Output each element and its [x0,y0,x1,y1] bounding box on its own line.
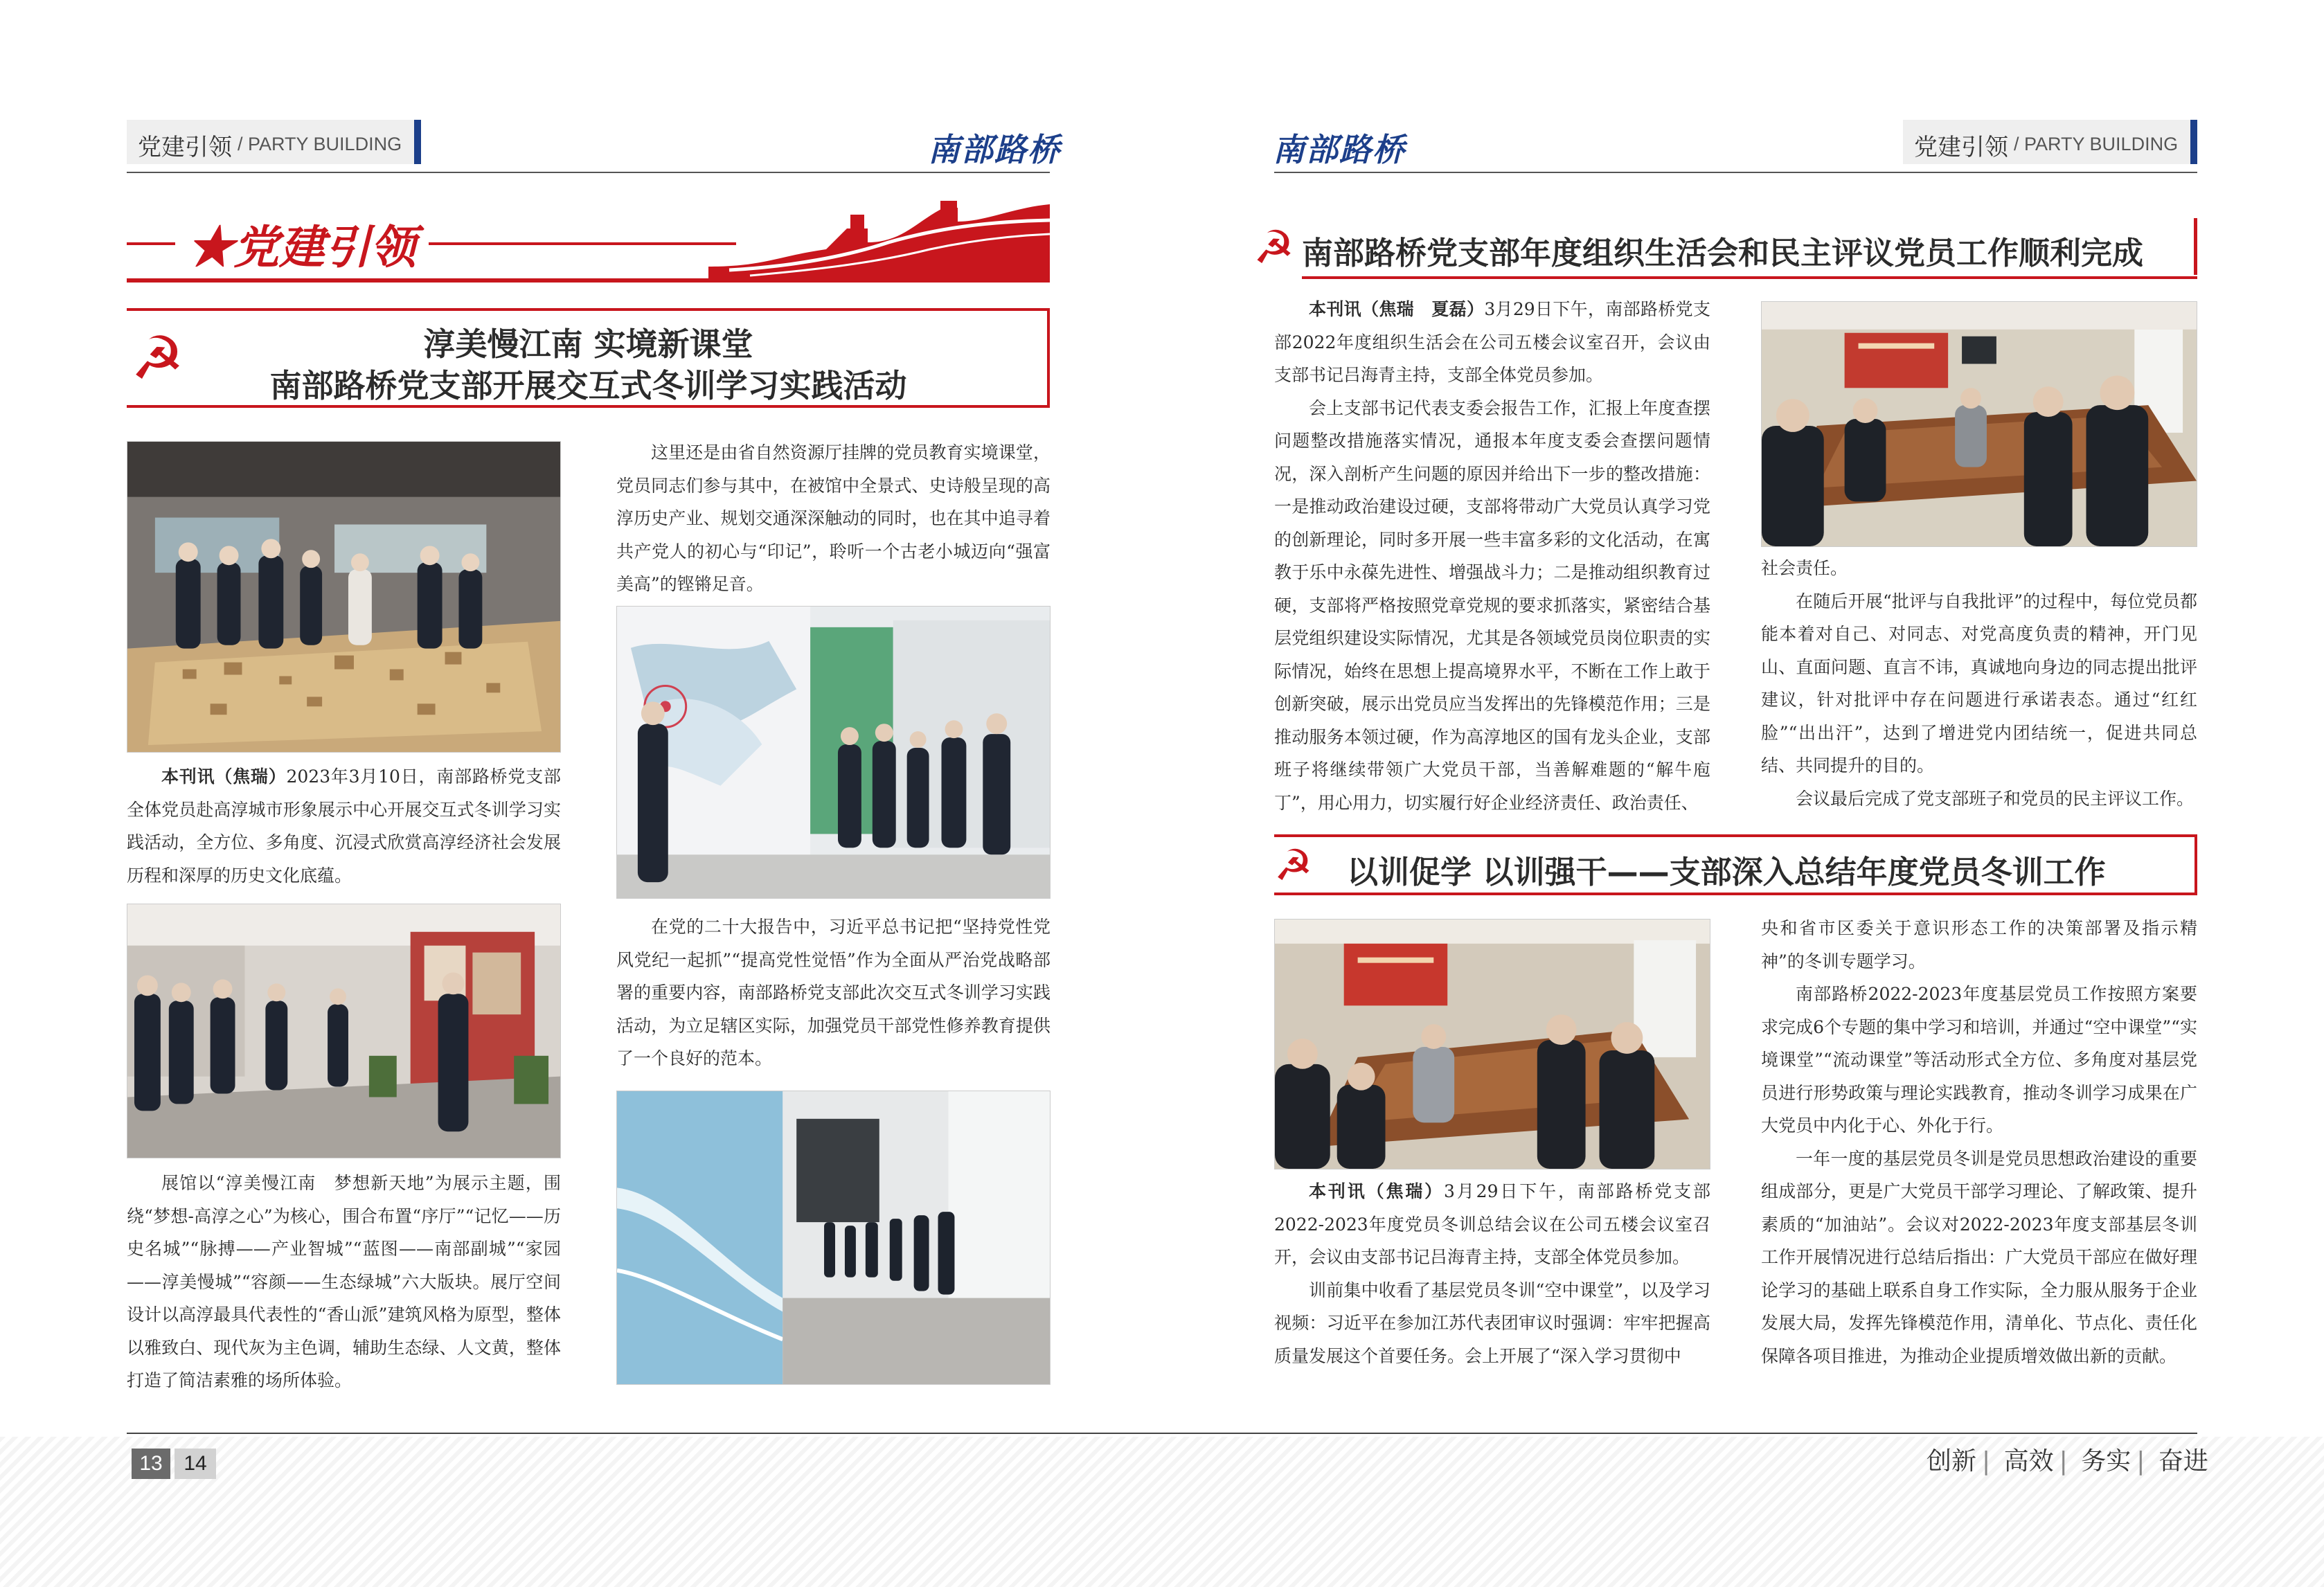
article1-title: 南部路桥党支部年度组织生活会和民主评议党员工作顺利完成 [1302,235,2144,271]
paragraph: 训前集中收看了基层党员冬训“空中课堂”，以及学习视频：习近平在参加江苏代表团审议时强调：牢牢把握高质量发展这个首要任务。会上开展了“深入学习贯彻中 [1274,1280,1710,1366]
heading-underline [1302,276,2197,279]
section-label-cn: 党建引领 [1914,134,2008,161]
heading-frame-right [2195,834,2197,895]
section-tab-right [1903,120,2197,164]
paragraph: 这里还是由省自然资源厅挂牌的党员教育实境课堂，党员同志们参与其中，在被馆中全景式、史诗般呈现的高淳历史产业、规划交通深深触动的同时，也在其中追寻着共产党人的初心与“印记”，聆听一个古老小城迈向“强富美高”的铿锵足音。 [616,442,1051,594]
heading-frame-top [127,308,1050,311]
left-col1-text-a [127,760,561,892]
right-a1-col1-text [1274,293,1710,819]
article2-heading [1274,834,2197,897]
slogan-word: 务实 [2081,1447,2131,1476]
great-wall-icon [708,201,1050,283]
banner-underline [127,278,1050,283]
byline: 本刊讯（焦瑞 夏磊） [1309,299,1485,319]
hammer-sickle-icon: ☭ [1274,840,1313,890]
paragraph-text: 3月29日下午，南部路桥党支部2022-2023年度党员冬训总结会议在公司五楼会议室召开，会议由支部书记吕海青主持，支部全体党员参加。 [1274,1181,1710,1267]
page-number-left: 13 [132,1449,170,1479]
paragraph: 在党的二十大报告中，习近平总书记把“坚持党性党风党纪一起抓”“提高党性觉悟”作为全面从严治党战略部署的重要内容，南部路桥党支部此次交互式冬训学习实践活动，为立足辖区实际，加强党员干部党性修养教育提供了一个良好的范本。 [616,917,1051,1068]
paragraph [127,760,561,892]
right-a2-col2-text [1761,912,2197,1372]
paragraph: 在随后开展“批评与自我批评”的过程中，每位党员都能本着对自己、对同志、对党高度负责的精神，开门见山、直面问题、直言不讳，真诚地向身边的同志提出批评建议，针对批评中存在问题进行承诺表态。通过“红红脸”“出出汗”，达到了增进党内团结统一，促进共同总结、共同提升的目的。 [1761,591,2197,775]
brand-logo-right: 南部路桥 [1273,131,1406,168]
hammer-sickle-icon: ☭ [131,324,185,393]
paragraph: 一年一度的基层党员冬训是党员思想政治建设的重要组成部分，更是广大党员干部学习理论、了解政策、提升素质的“加油站”。会议对2022-2023年度支部基层冬训工作开展情况进行总结后指出：广大党员干部应在做好理论学习的基础上联系自身工作实际，全力服从服务于企业发展大局，发挥先锋模范作用，清单化、节点化、责任化保障各项目推进，为推动企业提质增效做出新的贡献。 [1761,1148,2197,1366]
photo-map-wall [616,606,1051,899]
slogan-word: 高效 [2003,1447,2054,1476]
article2-title: 以训促学 以训强干——支部深入总结年度党员冬训工作 [1347,854,2106,890]
slogan-word: 奋进 [2158,1447,2208,1476]
photo-exhibition-model [127,441,561,753]
section-label-en: / PARTY BUILDING [2014,134,2179,154]
header-rule-left [127,172,1050,173]
paragraph: 会上支部书记代表支委会报告工作，汇报上年度查摆问题整改措施落实情况，通报本年度支委会查摆问题情况，深入剖析产生问题的原因并给出下一步的整改措施：一是推动政治建设过硬，支部将带动广大党员认真学习党的创新理论，同时多开展一些丰富多彩的文化活动，在寓教于乐中永葆先进性、增强战斗力；二是推动组织教育过硬，支部将严格按照党章党规的要求抓落实，紧密结合基层党组织建设实际情况，尤其是各领域党员岗位职责的实际情况，始终在思想上提高境界水平，不断在工作上敢于创新突破，展示出党员应当发挥出的先锋模范作用；三是推动服务本领过硬，作为高淳地区的国有龙头企业，支部班子将继续带领广大党员干部，当善解难题的“解牛庖丁”，用心用力，切实履行好企业经济责任、政治责任、 [1274,397,1710,813]
left-col2-text-b [616,911,1051,1075]
photo-winter-training [1274,919,1710,1169]
brand-logo-left: 南部路桥 [928,131,1061,168]
section-tab-left [127,120,421,164]
article-title-line1: 淳美慢江南 实境新课堂 [423,325,753,363]
heading-frame-bottom [1274,893,2197,895]
banner-title: ★党建引领 [175,210,429,276]
footer-rule [127,1433,2197,1434]
paragraph-text: 3月29日下午，南部路桥党支部2022年度组织生活会在公司五楼会议室召开，会议由支部书记吕海青主持，支部全体党员参加。 [1274,299,1710,385]
photo-gallery-group [127,904,561,1158]
section-label-en: / PARTY BUILDING [238,134,402,154]
hammer-sickle-icon: ☭ [1253,221,1295,274]
article-title-line2: 南部路桥党支部开展交互式冬训学习实践活动 [269,367,907,404]
left-col1-text-b [127,1167,561,1397]
paragraph: 会议最后完成了党支部班子和党员的民主评议工作。 [1796,788,2195,809]
heading-frame-right [2194,218,2197,275]
section-label-cn: 党建引领 [138,134,232,161]
section-banner [127,201,1050,291]
heading-frame-top [1274,834,2197,837]
header-rule-right [1274,172,2197,173]
left-col2-text-a [616,436,1051,601]
paragraph: 南部路桥2022-2023年度基层党员工作按照方案要求完成6个专题的集中学习和培训，并通过“空中课堂”“实境课堂”“流动课堂”等活动形式全方位、多角度对基层党员进行形势政策与理论实践教育，推动冬训学习成果在广大党员中内化于心、外化于行。 [1761,984,2197,1136]
photo-meeting-room [1761,301,2197,547]
photo-corridor-display [616,1091,1051,1385]
right-a2-col1-text [1274,1175,1710,1372]
paragraph: 社会责任。 [1761,558,1848,578]
right-a1-col2-text [1761,552,2197,815]
article-heading [127,308,1050,411]
paragraph [1274,1175,1710,1274]
article1-heading [1253,218,2197,280]
paragraph: 央和省市区委关于意识形态工作的决策部署及指示精神”的冬训专题学习。 [1761,918,2197,971]
paragraph-text: 2023年3月10日，南部路桥党支部全体党员赴高淳城市形象展示中心开展交互式冬训学习实践活动，全方位、多角度、沉浸式欣赏高淳经济社会发展历程和深厚的历史文化底蕴。 [127,766,561,886]
paragraph [1274,293,1710,392]
page-number-right: 14 [175,1449,216,1479]
footer-slogan: 创新 | 高效 | 务实 | 奋进 [1927,1447,2208,1476]
slogan-word: 创新 [1927,1447,1977,1476]
byline: 本刊讯（焦瑞） [161,766,287,787]
paragraph: 展馆以“淳美慢江南 梦想新天地”为展示主题，围绕“梦想-高淳之心”为核心，围合布置“序厅”“记忆——历史名城”“脉搏——产业智城”“蓝图——南部副城”“家园——淳美慢城”“容颜——生态绿城”六大版块。展厅空间设计以高淳最具代表性的“香山派”建筑风格为原型，整体以雅致白、现代灰为主色调，辅助生态绿、人文黄，整体打造了简洁素雅的场所体验。 [127,1173,561,1390]
byline: 本刊讯（焦瑞） [1309,1181,1445,1201]
